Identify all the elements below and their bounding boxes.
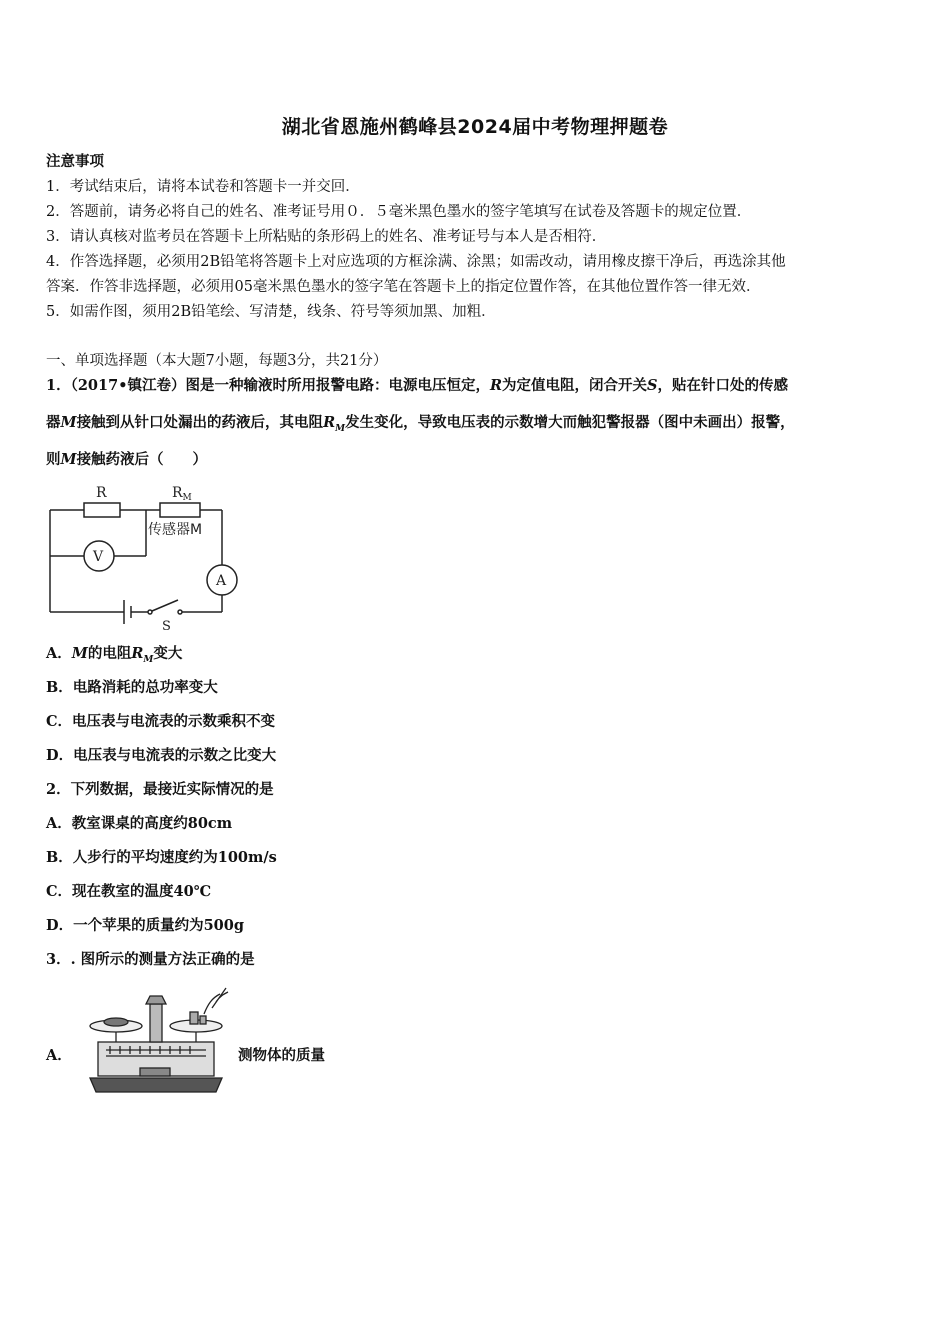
notice-item: 1．考试结束后，请将本试卷和答题卡一并交回． bbox=[46, 179, 360, 195]
balance-scale-illustration bbox=[80, 984, 232, 1100]
label-r: R bbox=[96, 485, 107, 501]
notice-item: 2．答题前，请务必将自己的姓名、准考证号用０．５毫米黑色墨水的签字笔填写在试卷及答题卡的规定位置． bbox=[46, 204, 752, 220]
q3-option-a-label: A． bbox=[46, 1047, 72, 1064]
q1-option-c: C．电压表与电流表的示数乘积不变 bbox=[46, 713, 276, 730]
label-s: S bbox=[162, 619, 171, 632]
q2-option-d: D．一个苹果的质量约为500g bbox=[46, 917, 244, 934]
label-v: V bbox=[93, 549, 104, 565]
q1-line1: 1．（2017•镇江卷）图是一种输液时所用报警电路：电源电压恒定，R为定值电阻，闭合开关S，贴在针口处的传感 bbox=[46, 377, 789, 394]
notice-heading: 注意事项 bbox=[46, 153, 104, 170]
q2-option-a: A．教室课桌的高度约80cm bbox=[46, 815, 233, 832]
section-heading: 一、单项选择题（本大题7小题，每题3分，共21分） bbox=[46, 353, 388, 369]
q1-option-b: B．电路消耗的总功率变大 bbox=[46, 679, 218, 696]
q3-option-a-text: 测物体的质量 bbox=[238, 1047, 325, 1064]
page-title: 湖北省恩施州鹤峰县2024届中考物理押题卷 bbox=[281, 116, 669, 138]
q1-line3: 则M接触药液后（ ） bbox=[46, 451, 208, 468]
notice-item: 答案．作答非选择题，必须用05毫米黑色墨水的签字笔在答题卡上的指定位置作答，在其他位置作答一律无效． bbox=[46, 279, 761, 295]
q1-option-d: D．电压表与电流表的示数之比变大 bbox=[46, 747, 277, 764]
circuit-diagram bbox=[44, 482, 244, 632]
q2-stem: 2．下列数据，最接近实际情况的是 bbox=[46, 781, 274, 798]
q1-line2: 器M接触到从针口处漏出的药液后，其电阻$R_M$发生变化，导致电压表的示数增大而触犯警报器（图中未画出）报警， bbox=[46, 414, 795, 434]
q2-option-b: B．人步行的平均速度约为100m/s bbox=[46, 849, 277, 866]
q1-option-a: A．M的电阻$R_M$变大 bbox=[46, 645, 183, 665]
q2-option-c: C．现在教室的温度40℃ bbox=[46, 883, 212, 900]
notice-item: 4．作答选择题，必须用2B铅笔将答题卡上对应选项的方框涂满、涂黑；如需改动，请用橡皮擦干净后，再选涂其他 bbox=[46, 254, 786, 270]
q3-stem: 3．. 图所示的测量方法正确的是 bbox=[46, 951, 255, 968]
label-a: A bbox=[216, 573, 227, 589]
notice-item: 5．如需作图，须用2B铅笔绘、写清楚，线条、符号等须加黑、加粗． bbox=[46, 304, 496, 320]
label-rm: $R_M$ bbox=[172, 485, 192, 503]
label-sensor: 传感器M bbox=[148, 522, 203, 538]
notice-item: 3．请认真核对监考员在答题卡上所粘贴的条形码上的姓名、准考证号与本人是否相符． bbox=[46, 229, 607, 245]
